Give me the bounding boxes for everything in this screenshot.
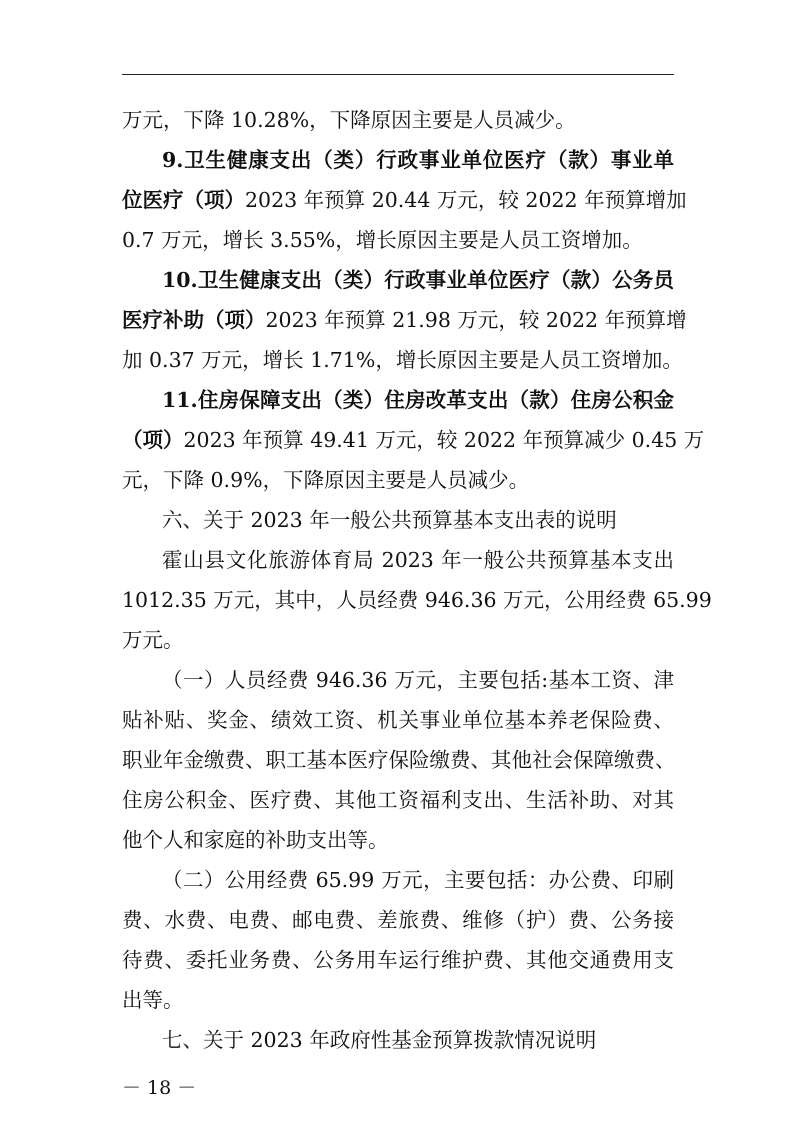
text-line-9 [122,420,705,460]
text-line-1 [122,100,793,140]
text-segment: 10.卫生健康支出（类）行政事业单位医疗（款）公务员 [162,268,674,292]
text-line-21 [122,900,674,940]
text-segment: 霍山县文化旅游体育局 2023 年一般公共预算基本支出 [162,548,674,572]
text-segment: 加 0.37 万元，增长 1.71%，增长原因主要是人员工资增加。 [122,348,683,372]
text-segment: （项） [122,428,184,452]
text-line-3 [122,180,687,220]
text-line-17 [122,740,674,780]
text-line-13 [122,580,712,620]
text-line-15 [162,660,674,700]
text-segment: 他个人和家庭的补助支出等。 [122,828,389,852]
text-segment: 2023 年预算 49.41 万元，较 2022 年预算减少 0.45 万 [183,428,705,452]
text-line-23 [122,980,793,1020]
text-segment: 位医疗（项） [122,188,245,212]
text-line-6 [122,300,687,340]
text-segment: 待费、委托业务费、公务用车运行维护费、其他交通费用支 [122,948,674,972]
text-segment: 9.卫生健康支出（类）行政事业单位医疗（款）事业单 [162,148,674,172]
header-rule [122,74,674,75]
text-segment: 住房公积金、医疗费、其他工资福利支出、生活补助、对其 [122,788,674,812]
text-line-16 [122,700,674,740]
text-segment: 七、关于 2023 年政府性基金预算拨款情况说明 [162,1028,597,1052]
text-segment: 出等。 [122,988,184,1012]
text-line-7 [122,340,683,380]
text-segment: 万元，下降 10.28%，下降原因主要是人员减少。 [122,108,576,132]
text-segment: 0.7 万元，增长 3.55%，增长原因主要是人员工资增加。 [122,228,643,252]
text-segment: 医疗补助（项） [122,308,266,332]
text-line-5 [162,260,674,300]
text-segment: 元，下降 0.9%，下降原因主要是人员减少。 [122,468,530,492]
text-segment: （二）公用经费 65.99 万元，主要包括：办公费、印刷 [162,868,674,892]
text-line-12 [162,540,674,580]
text-segment: 1012.35 万元，其中，人员经费 946.36 万元，公用经费 65.99 [122,588,712,612]
text-segment: （一）人员经费 946.36 万元，主要包括:基本工资、津 [162,668,674,692]
text-line-18 [122,780,674,820]
text-line-8 [162,380,674,420]
text-line-20 [162,860,674,900]
section-heading-7 [162,1020,793,1060]
text-line-10 [122,460,793,500]
text-segment: 六、关于 2023 年一般公共预算基本支出表的说明 [162,508,617,532]
text-segment: 2023 年预算 20.44 万元，较 2022 年预算增加 [245,188,687,212]
text-segment: 万元。 [122,628,184,652]
text-segment: 11.住房保障支出（类）住房改革支出（款）住房公积金 [162,388,674,412]
section-heading-6 [162,500,793,540]
text-line-22 [122,940,674,980]
text-line-14 [122,620,793,660]
text-segment: 2023 年预算 21.98 万元，较 2022 年预算增 [265,308,687,332]
text-line-4 [122,220,793,260]
text-segment: 职业年金缴费、职工基本医疗保险缴费、其他社会保障缴费、 [122,748,676,772]
text-line-2 [162,140,674,180]
text-segment: 费、水费、电费、邮电费、差旅费、维修（护）费、公务接 [122,908,674,932]
page-number: － 18 － [122,1077,197,1099]
text-segment: 贴补贴、奖金、绩效工资、机关事业单位基本养老保险费、 [122,708,674,732]
text-line-19 [122,820,793,860]
